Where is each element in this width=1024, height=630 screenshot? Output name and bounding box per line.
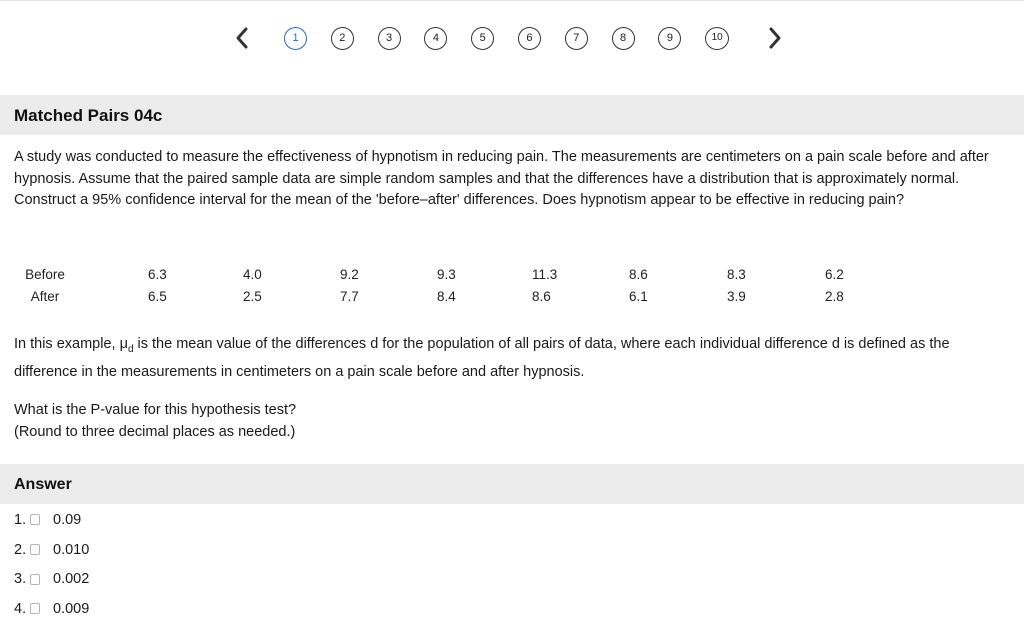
answer-heading: Answer: [14, 476, 72, 493]
table-cell: 8.6: [629, 266, 648, 282]
table-cell: 8.4: [437, 288, 456, 304]
prompt-line-2: (Round to three decimal places as needed.): [14, 424, 296, 440]
definition-prefix: In this example,: [14, 336, 120, 352]
mu-d-symbol: [119, 336, 134, 355]
mu-symbol: μ: [119, 336, 128, 352]
option-number: 3.: [14, 571, 27, 588]
answer-option-4[interactable]: [14, 594, 89, 624]
page-button-1[interactable]: 1: [284, 27, 307, 50]
table-cell: 8.6: [532, 288, 551, 304]
chevron-right-icon: [767, 26, 783, 50]
paired-data-table: [22, 263, 865, 307]
option-checkbox[interactable]: [30, 574, 40, 585]
table-cell: 6.2: [825, 266, 844, 282]
page-button-10[interactable]: 10: [705, 27, 729, 50]
page-button-5[interactable]: 5: [471, 27, 494, 50]
row-label: Before: [25, 266, 65, 282]
page-title: Matched Pairs 04c: [14, 106, 163, 125]
page-button-7[interactable]: 7: [565, 27, 588, 50]
option-number: 4.: [14, 600, 27, 617]
table-cell: 6.3: [148, 266, 167, 282]
page-button-3[interactable]: 3: [378, 27, 401, 50]
answer-option-2[interactable]: [14, 535, 89, 565]
page-button-4[interactable]: 4: [424, 27, 447, 50]
definition-text: [14, 333, 1012, 383]
page-button-8[interactable]: 8: [612, 27, 635, 50]
option-value: 0.010: [53, 541, 90, 558]
chevron-left-icon: [234, 26, 250, 50]
answer-header: [0, 464, 1024, 504]
option-checkbox[interactable]: [30, 603, 40, 614]
page-button-2[interactable]: 2: [331, 27, 354, 50]
option-value: 0.002: [53, 571, 90, 588]
table-cell: 11.3: [532, 266, 558, 282]
question-navigation-bar: [0, 0, 1024, 84]
option-checkbox[interactable]: [30, 544, 40, 555]
option-number: 2.: [14, 541, 27, 558]
page-button-6[interactable]: 6: [518, 27, 541, 50]
next-arrow-button[interactable]: [764, 24, 786, 52]
previous-arrow-button[interactable]: [231, 24, 253, 52]
prompt-text: [14, 399, 296, 443]
mu-subscript: d: [127, 343, 134, 355]
option-checkbox[interactable]: [30, 514, 40, 525]
answer-options: [14, 505, 89, 624]
answer-option-1[interactable]: [14, 505, 89, 535]
definition-suffix: is the mean value of the differences d for the population of all pairs of data, where each individual difference d is defined as the difference in the measurements in centimeters on a pain scale before and after hypnosis.: [14, 336, 950, 380]
table-cell: 9.3: [437, 266, 456, 282]
row-label: After: [30, 288, 60, 304]
prompt-line-1: What is the P-value for this hypothesis test?: [14, 402, 297, 418]
table-row-after: [22, 285, 865, 307]
table-cell: 4.0: [243, 266, 262, 282]
table-cell: 2.5: [243, 288, 262, 304]
table-cell: 8.3: [727, 266, 746, 282]
option-number: 1.: [14, 511, 27, 528]
table-cell: 6.1: [629, 288, 648, 304]
page-number-list: [284, 27, 753, 50]
table-cell: 6.5: [148, 288, 167, 304]
table-cell: 2.8: [825, 288, 844, 304]
table-cell: 7.7: [340, 288, 359, 304]
table-row-before: [22, 263, 865, 285]
answer-option-3[interactable]: [14, 564, 89, 594]
option-value: 0.09: [53, 511, 82, 528]
option-value: 0.009: [53, 600, 90, 617]
question-text: A study was conducted to measure the effectiveness of hypnotism in reducing pain. The measurements are centimeters on a pain scale before and after hypnosis. Assume that the paired sample data are simple random samples and that the differences have a distribution that is approximately normal. Construct a 95% confidence interval for the mean of the 'before–after' differences. Does hypnotism appear to be effective in reducing pain?: [14, 149, 989, 209]
page-button-9[interactable]: 9: [658, 27, 681, 50]
pagination: [231, 24, 786, 52]
table-cell: 3.9: [727, 288, 746, 304]
title-bar: [0, 95, 1024, 135]
table-cell: 9.2: [340, 266, 359, 282]
